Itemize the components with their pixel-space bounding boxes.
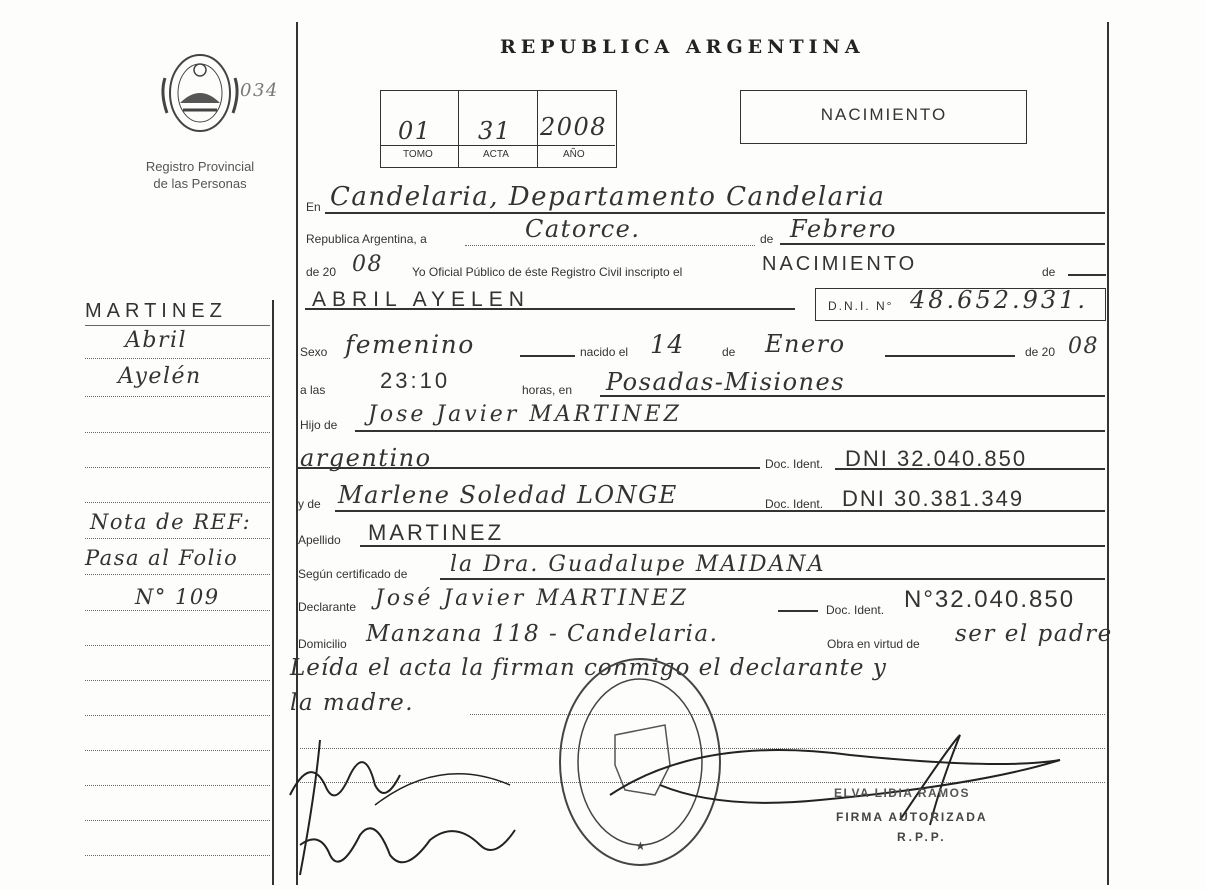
month-line-2: [885, 355, 1015, 357]
doc-label-3: Doc. Ident.: [826, 603, 885, 617]
month-line: [780, 243, 1105, 245]
en-label: En: [306, 200, 321, 214]
sexo-value: femenino: [345, 330, 475, 359]
nac-line: [298, 467, 760, 469]
day-dotline: [465, 245, 755, 246]
year-label-2: de 20: [1025, 345, 1056, 359]
ano-value: 2008: [540, 113, 608, 141]
ano-label: AÑO: [563, 149, 585, 160]
madre-value: Marlene Soledad LONGE: [338, 481, 678, 509]
record-type: NACIMIENTO: [820, 105, 948, 124]
padre-doc-line: [835, 468, 1105, 470]
tomo-label: TOMO: [403, 149, 433, 160]
margin-line: [85, 855, 270, 856]
de-label: de: [760, 232, 774, 246]
margin-line: [85, 750, 270, 751]
page-title: REPUBLICA ARGENTINA: [500, 36, 865, 58]
registry-title: [110, 158, 290, 192]
margin-name-2: Ayelén: [118, 364, 202, 389]
margin-nota-3: N° 109: [135, 585, 220, 609]
margin-line: [85, 432, 270, 433]
tomo-value: 01: [398, 117, 432, 145]
horas-label: horas, en: [522, 383, 573, 397]
sexo-label: Sexo: [300, 345, 328, 359]
registry-line2: de las Personas: [153, 176, 247, 191]
rpp-label: R.P.P.: [897, 830, 947, 844]
leida-line-1: Leída el acta la firman conmigo el declarante y: [290, 655, 887, 681]
year-prefix: de 20: [306, 265, 337, 279]
margin-line: [85, 358, 270, 359]
margin-line: [85, 467, 270, 468]
margin-line: [85, 325, 270, 326]
de-label-2: de: [1042, 265, 1056, 279]
certificado-line: [440, 578, 1105, 580]
registry-line1: Registro Provincial: [145, 159, 255, 174]
margin-line: [85, 820, 270, 821]
margin-line: [85, 396, 270, 397]
provincial-seal-icon: [155, 48, 245, 138]
apellido-line: [360, 545, 1105, 547]
leida-line-2: la madre.: [290, 690, 415, 716]
margin-name-1: Abril: [125, 328, 188, 353]
box-label-line: [381, 145, 615, 146]
segun-label: Según certificado de: [298, 567, 408, 581]
domicilio-value: Manzana 118 - Candelaria.: [366, 621, 719, 647]
margin-line: [85, 610, 270, 611]
box-divider-2: [537, 90, 538, 167]
obra-label: Obra en virtud de: [827, 637, 920, 651]
margin-line: [85, 715, 270, 716]
margin-nota-2: Pasa al Folio: [85, 546, 239, 570]
sexo-line: [520, 355, 575, 357]
padre-doc: DNI 32.040.850: [845, 446, 1028, 471]
doc-label: Doc. Ident.: [765, 457, 824, 471]
madre-doc: DNI 30.381.349: [842, 486, 1025, 511]
day-value: Catorce.: [525, 215, 641, 243]
hijo-label: Hijo de: [300, 418, 338, 432]
obra-value: ser el padre: [955, 621, 1113, 647]
year-value: 08: [352, 252, 383, 277]
en-value: Candelaria, Departamento Candelaria: [330, 182, 886, 212]
firma-label: FIRMA AUTORIZADA: [836, 810, 988, 824]
declarante-label: Declarante: [298, 600, 357, 614]
child-name: ABRIL AYELEN: [312, 288, 530, 311]
apellido-label: Apellido: [298, 533, 341, 547]
right-border-line: [1107, 22, 1109, 885]
declarante-doc: N°32.040.850: [904, 586, 1076, 613]
apellido-value: MARTINEZ: [368, 520, 505, 545]
dni-value: 48.652.931.: [910, 286, 1089, 314]
margin-line: [85, 645, 270, 646]
de-label-3: de: [722, 345, 736, 359]
padre-nacionalidad: argentino: [300, 444, 432, 472]
padre-line: [355, 430, 1105, 432]
margin-line: [85, 538, 270, 539]
margin-line: [85, 680, 270, 681]
margin-number: 034: [240, 80, 279, 101]
oficial-label: Yo Oficial Público de éste Registro Civil inscripto el: [412, 265, 683, 279]
en-line: [325, 212, 1105, 214]
nacido-day: 14: [650, 330, 685, 359]
margin-nota-1: Nota de REF:: [90, 510, 252, 534]
nacido-label: nacido el: [580, 345, 629, 359]
yde-label: y de: [298, 497, 321, 511]
dni-label: D.N.I. N°: [828, 299, 894, 313]
month-value: Febrero: [790, 215, 898, 243]
lugar-line: [600, 395, 1105, 397]
officer-name: ELVA LIDIA RAMOS: [834, 786, 970, 800]
padre-value: Jose Javier MARTINEZ: [368, 402, 682, 427]
margin-line: [85, 785, 270, 786]
nacido-year: 08: [1068, 334, 1099, 359]
nacido-month: Enero: [765, 330, 846, 358]
inscripto-value: NACIMIENTO: [762, 253, 918, 275]
alas-label: a las: [300, 383, 326, 397]
madre-line: [335, 510, 1105, 512]
margin-line: [85, 502, 270, 503]
hora-value: 23:10: [380, 368, 451, 393]
de-line-2: [1068, 274, 1106, 276]
declarant-signatures-icon: [280, 735, 520, 885]
name-line: [305, 308, 795, 310]
margin-surname: MARTINEZ: [85, 300, 227, 322]
box-divider-1: [458, 90, 459, 167]
certificado-value: la Dra. Guadalupe MAIDANA: [450, 552, 826, 577]
declarante-line: [778, 610, 818, 612]
lugar-value: Posadas-Misiones: [606, 368, 846, 396]
acta-label: ACTA: [483, 149, 509, 160]
margin-line: [85, 574, 270, 575]
republica-label: Republica Argentina, a: [306, 232, 427, 246]
doc-label-2: Doc. Ident.: [765, 497, 824, 511]
declarante-value: José Javier MARTINEZ: [375, 586, 689, 611]
acta-value: 31: [478, 117, 512, 145]
margin-border-line: [272, 300, 274, 885]
svg-text:★: ★: [635, 839, 646, 853]
domicilio-label: Domicilio: [298, 637, 347, 651]
